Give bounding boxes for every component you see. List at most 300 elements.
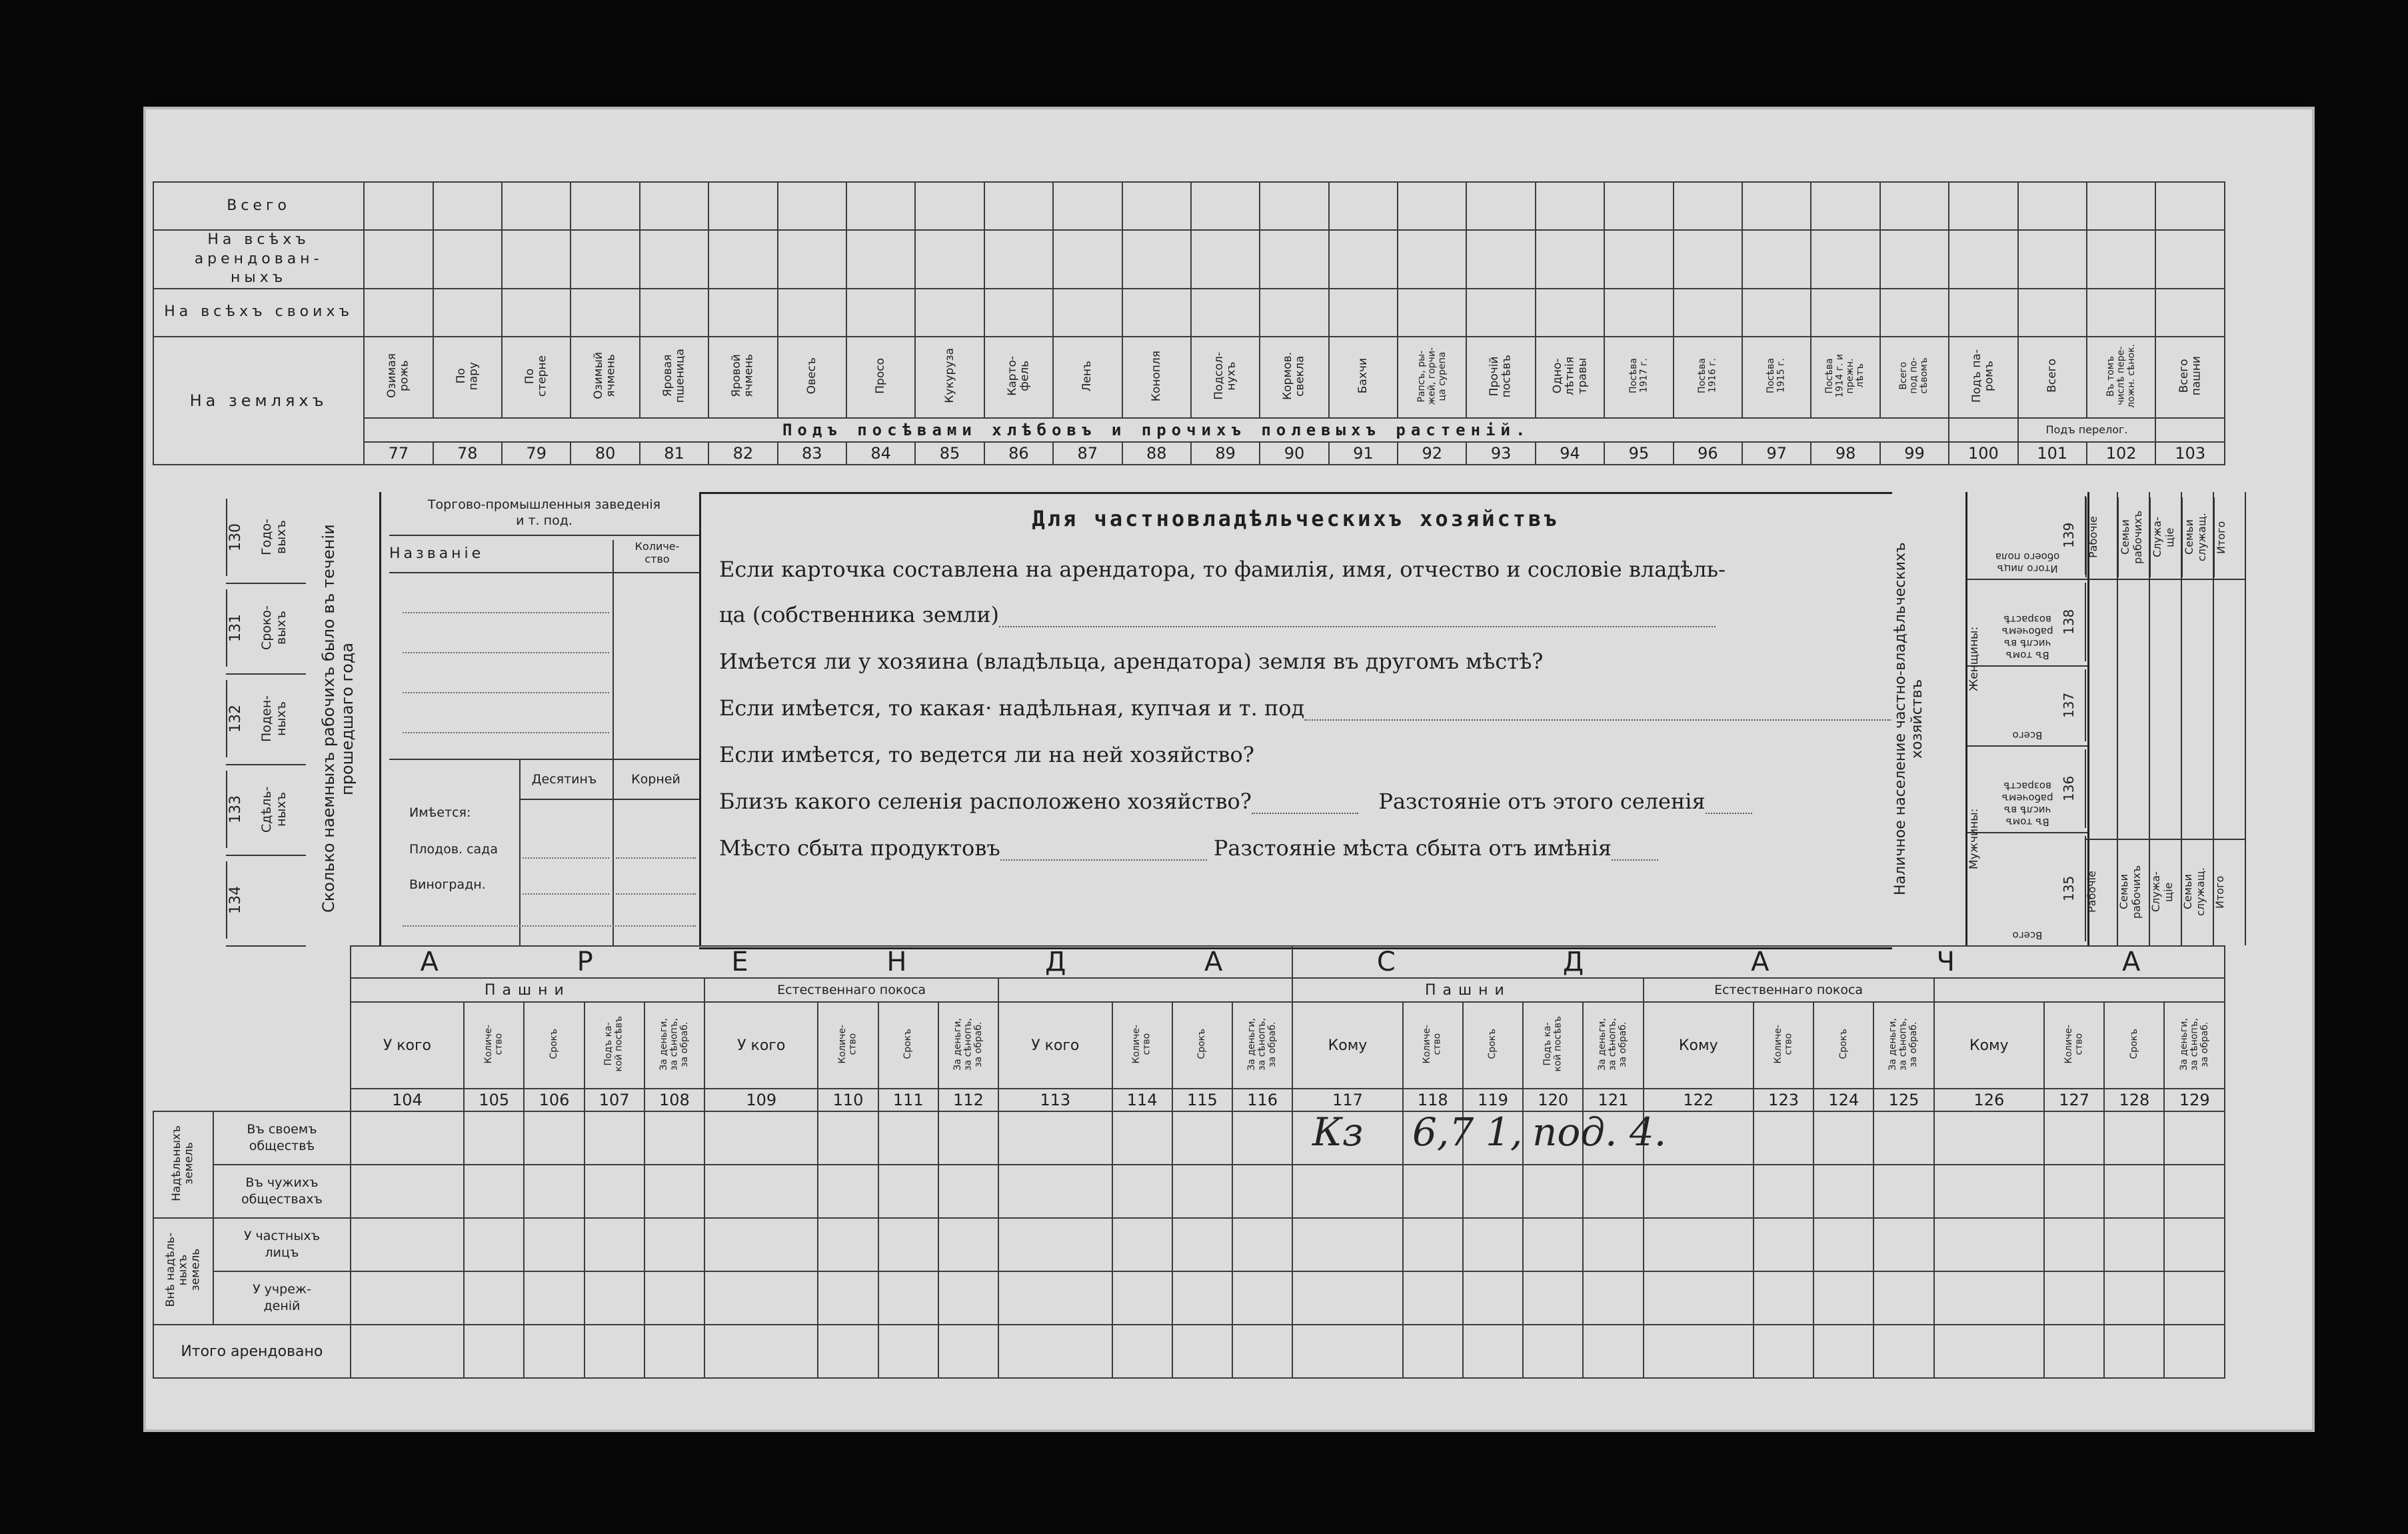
crop-header <box>1329 337 1398 418</box>
crop-header <box>1398 337 1466 418</box>
lease-cell[interactable] <box>524 1111 584 1165</box>
top-cell[interactable] <box>1536 230 1604 289</box>
crop-header <box>1466 337 1535 418</box>
lease-cell[interactable] <box>878 1165 938 1218</box>
lease-cell[interactable] <box>1754 1111 1813 1165</box>
top-cell[interactable] <box>1398 230 1466 289</box>
lease-cell[interactable] <box>1754 1271 1813 1325</box>
lease-cell[interactable] <box>1523 1325 1583 1378</box>
top-cell[interactable] <box>433 230 502 289</box>
lease-cell[interactable] <box>938 1111 998 1165</box>
top-cell[interactable] <box>1398 289 1466 337</box>
market-field[interactable] <box>1000 841 1207 861</box>
lease-cell[interactable] <box>644 1271 704 1325</box>
top-cell[interactable] <box>708 182 777 230</box>
crop-header-label: Всего пашни <box>2177 356 2203 396</box>
lease-cell[interactable] <box>998 1325 1112 1378</box>
column-number: 106 <box>524 1089 584 1111</box>
crop-header-label: Озимая рожь <box>385 353 411 399</box>
lease-cell[interactable] <box>1292 1271 1402 1325</box>
top-cell[interactable] <box>1122 289 1191 337</box>
lease-cell[interactable] <box>1873 1218 1933 1271</box>
top-cell[interactable] <box>1811 289 1879 337</box>
lease-cell[interactable] <box>1172 1325 1232 1378</box>
column-number: 77 <box>364 442 433 465</box>
workers-number: 133 <box>226 771 254 848</box>
column-number: 85 <box>915 442 984 465</box>
top-cell[interactable] <box>846 182 915 230</box>
column-number: 99 <box>1880 442 1949 465</box>
lease-cell[interactable] <box>351 1218 464 1271</box>
lease-cell[interactable] <box>464 1165 524 1218</box>
lease-cell[interactable] <box>1813 1218 1873 1271</box>
lease-cell[interactable] <box>818 1165 878 1218</box>
top-cell[interactable] <box>1053 230 1122 289</box>
header-za-dengi <box>1873 1002 1933 1089</box>
lease-cell[interactable] <box>1813 1111 1873 1165</box>
lease-cell[interactable] <box>704 1111 818 1165</box>
top-cell[interactable] <box>1329 182 1398 230</box>
crop-header-label: Подсол- нухъ <box>1212 351 1238 400</box>
top-cell[interactable] <box>778 230 846 289</box>
lease-cell[interactable] <box>464 1111 524 1165</box>
lease-cell[interactable] <box>2044 1218 2104 1271</box>
lease-cell[interactable] <box>1112 1218 1172 1271</box>
lease-cell[interactable] <box>1873 1111 1933 1165</box>
lease-cell[interactable] <box>2104 1218 2164 1271</box>
lease-cell[interactable] <box>644 1111 704 1165</box>
row-na-zemlyakh-label: На земляхъ <box>153 337 364 465</box>
lease-cell[interactable] <box>1112 1325 1172 1378</box>
column-number: 78 <box>433 442 502 465</box>
lease-cell[interactable] <box>1403 1218 1463 1271</box>
lease-cell[interactable] <box>1873 1271 1933 1325</box>
top-cell[interactable] <box>1122 230 1191 289</box>
lease-cell[interactable] <box>464 1218 524 1271</box>
lease-table <box>153 945 2225 1379</box>
lease-cell[interactable] <box>464 1271 524 1325</box>
lease-cell[interactable] <box>1403 1325 1463 1378</box>
sdacha-pashni-header: Пашни <box>1292 978 1643 1002</box>
row-group-label <box>153 1218 213 1325</box>
lease-cell[interactable] <box>1232 1165 1292 1218</box>
population-row-label: Всего <box>2012 729 2043 741</box>
lease-cell[interactable] <box>998 1218 1112 1271</box>
market-distance-field[interactable] <box>1612 841 1658 861</box>
header-u-kogo: У кого <box>704 1002 818 1089</box>
population-number: 135 <box>2061 836 2086 941</box>
column-number: 79 <box>502 442 571 465</box>
top-cell[interactable] <box>2087 230 2155 289</box>
top-cell[interactable] <box>1674 182 1742 230</box>
crops-banner: Подъ посѣвами хлѣбовъ и прочихъ полевыхъ растеній. <box>364 418 1949 442</box>
lease-cell[interactable] <box>585 1218 644 1271</box>
top-cell[interactable] <box>1742 230 1811 289</box>
lease-cell[interactable] <box>1813 1165 1873 1218</box>
top-cell[interactable] <box>1053 182 1122 230</box>
workers-type-label: Сдѣль- ныхъ <box>259 786 289 833</box>
top-cell[interactable] <box>1191 230 1260 289</box>
column-number: 97 <box>1742 442 1811 465</box>
top-cell[interactable] <box>708 230 777 289</box>
crop-header <box>1949 337 2017 418</box>
lease-cell[interactable] <box>1232 1325 1292 1378</box>
top-cell[interactable] <box>1260 230 1328 289</box>
sdacha-letter: Ч <box>1936 947 1955 977</box>
top-cell[interactable] <box>1329 230 1398 289</box>
top-cell[interactable] <box>1880 289 1949 337</box>
lease-cell[interactable] <box>938 1325 998 1378</box>
lease-cell[interactable] <box>644 1165 704 1218</box>
lease-cell[interactable] <box>1523 1271 1583 1325</box>
lease-cell[interactable] <box>938 1165 998 1218</box>
top-cell[interactable] <box>2018 182 2087 230</box>
lease-cell[interactable] <box>1172 1111 1232 1165</box>
lease-cell[interactable] <box>704 1165 818 1218</box>
crop-header-label: Прочій посѣвъ <box>1488 354 1514 397</box>
crop-header-label: Кукуруза <box>942 348 956 404</box>
row-svoi-label: На всѣхъ своихъ <box>153 289 364 337</box>
column-number: 124 <box>1813 1089 1873 1111</box>
village-distance-field[interactable] <box>1706 794 1752 814</box>
top-cell[interactable] <box>364 182 433 230</box>
top-cell[interactable] <box>1604 230 1673 289</box>
top-cell[interactable] <box>708 289 777 337</box>
top-cell[interactable] <box>1466 289 1535 337</box>
trade-name-header: Названіе <box>389 545 485 562</box>
lease-cell[interactable] <box>1934 1165 2044 1218</box>
lease-cell[interactable] <box>1523 1165 1583 1218</box>
header-komu: Кому <box>1934 1002 2044 1089</box>
top-cell[interactable] <box>778 289 846 337</box>
column-number: 123 <box>1754 1089 1813 1111</box>
lease-cell[interactable] <box>2044 1111 2104 1165</box>
top-cell[interactable] <box>1191 182 1260 230</box>
lease-cell[interactable] <box>1754 1218 1813 1271</box>
owner-field[interactable] <box>999 607 1716 627</box>
lease-cell[interactable] <box>1934 1271 2044 1325</box>
top-cell[interactable] <box>502 182 571 230</box>
lease-cell[interactable] <box>1232 1111 1292 1165</box>
lease-cell[interactable] <box>1403 1165 1463 1218</box>
lease-cell[interactable] <box>818 1325 878 1378</box>
lease-cell[interactable] <box>644 1218 704 1271</box>
land-type-field[interactable] <box>1304 701 1891 721</box>
column-number: 107 <box>585 1089 644 1111</box>
lease-cell[interactable] <box>878 1325 938 1378</box>
lease-cell[interactable] <box>1644 1165 1754 1218</box>
census-card-sheet <box>143 107 2315 1432</box>
top-cell[interactable] <box>1811 182 1879 230</box>
lease-cell[interactable] <box>1523 1218 1583 1271</box>
column-number: 121 <box>1583 1089 1643 1111</box>
handwritten-srok: 1, <box>1486 1109 1523 1155</box>
lease-cell[interactable] <box>2164 1218 2225 1271</box>
crop-header-label: Яровая пшеница <box>660 349 687 403</box>
lease-cell[interactable] <box>2164 1271 2225 1325</box>
crop-header-label: Карто- фель <box>1005 355 1032 396</box>
lease-cell[interactable] <box>2104 1165 2164 1218</box>
header-srok <box>878 1002 938 1089</box>
top-cell[interactable] <box>1880 230 1949 289</box>
top-cell[interactable] <box>640 289 708 337</box>
lease-cell[interactable] <box>1463 1325 1523 1378</box>
top-cell[interactable] <box>1466 182 1535 230</box>
column-number: 118 <box>1403 1089 1463 1111</box>
crop-header-label: Кормов. свекла <box>1281 351 1307 400</box>
lease-cell[interactable] <box>1813 1325 1873 1378</box>
top-cell[interactable] <box>1466 230 1535 289</box>
village-field[interactable] <box>1252 794 1358 814</box>
lease-cell[interactable] <box>1463 1271 1523 1325</box>
top-cell[interactable] <box>984 182 1053 230</box>
top-cell[interactable] <box>1949 230 2017 289</box>
top-cell[interactable] <box>1536 289 1604 337</box>
lease-cell[interactable] <box>1172 1165 1232 1218</box>
lease-cell[interactable] <box>524 1165 584 1218</box>
lease-cell[interactable] <box>1583 1165 1643 1218</box>
lease-cell[interactable] <box>1112 1271 1172 1325</box>
top-cell[interactable] <box>1674 230 1742 289</box>
lease-cell[interactable] <box>1172 1271 1232 1325</box>
top-cell[interactable] <box>502 230 571 289</box>
top-cell[interactable] <box>1604 289 1673 337</box>
top-cell[interactable] <box>778 182 846 230</box>
lease-cell[interactable] <box>351 1165 464 1218</box>
top-cell[interactable] <box>915 230 984 289</box>
lease-cell[interactable] <box>998 1165 1112 1218</box>
lease-cell[interactable] <box>351 1111 464 1165</box>
lease-cell[interactable] <box>524 1271 584 1325</box>
lease-cell[interactable] <box>524 1218 584 1271</box>
header-kolichestvo <box>464 1002 524 1089</box>
lease-cell[interactable] <box>351 1325 464 1378</box>
lease-cell[interactable] <box>644 1325 704 1378</box>
top-cell[interactable] <box>364 289 433 337</box>
workers-type-label <box>259 861 299 939</box>
lease-cell[interactable] <box>1583 1271 1643 1325</box>
top-cell[interactable] <box>2018 289 2087 337</box>
population-row-label: Въ томъ числѣ въ рабочемъ возрастѣ <box>2001 613 2053 661</box>
top-cell[interactable] <box>1880 182 1949 230</box>
sdacha-letter: С <box>1376 947 1396 977</box>
column-number: 80 <box>571 442 639 465</box>
top-cell[interactable] <box>2155 182 2225 230</box>
workers-type-label: Сроко- выхъ <box>259 605 289 651</box>
top-cell[interactable] <box>1604 182 1673 230</box>
top-cell[interactable] <box>433 289 502 337</box>
lease-cell[interactable] <box>704 1218 818 1271</box>
header-kolichestvo-label: Количе- ство <box>1422 1024 1443 1064</box>
lease-cell[interactable] <box>1463 1218 1523 1271</box>
lease-cell[interactable] <box>1644 1325 1754 1378</box>
lease-cell[interactable] <box>704 1325 818 1378</box>
lease-cell[interactable] <box>1232 1218 1292 1271</box>
lease-cell[interactable] <box>818 1218 878 1271</box>
row-uchrezhdeniy-label: У учреж- деній <box>213 1271 351 1325</box>
lease-cell[interactable] <box>1813 1271 1873 1325</box>
header-u-kogo: У кого <box>998 1002 1112 1089</box>
lease-cell[interactable] <box>1292 1218 1402 1271</box>
top-cell[interactable] <box>984 289 1053 337</box>
lease-cell[interactable] <box>2104 1111 2164 1165</box>
lease-cell[interactable] <box>878 1111 938 1165</box>
column-number: 129 <box>2164 1089 2225 1111</box>
lease-cell[interactable] <box>878 1218 938 1271</box>
top-cell[interactable] <box>915 289 984 337</box>
question-1a: Если карточка составлена на арендатора, то фамилія, имя, отчество и сословіе владѣль- <box>719 557 1726 582</box>
top-cell[interactable] <box>2087 182 2155 230</box>
top-cell[interactable] <box>1674 289 1742 337</box>
lease-cell[interactable] <box>2164 1111 2225 1165</box>
lease-cell[interactable] <box>1463 1165 1523 1218</box>
sdacha-extra-header <box>1934 978 2225 1002</box>
top-cell[interactable] <box>364 230 433 289</box>
lease-cell[interactable] <box>1873 1165 1933 1218</box>
population-row-label: Всего <box>2012 929 2043 941</box>
top-cell[interactable] <box>1053 289 1122 337</box>
top-cell[interactable] <box>2155 289 2225 337</box>
lease-cell[interactable] <box>585 1325 644 1378</box>
lease-cell[interactable] <box>1292 1325 1402 1378</box>
column-number: 95 <box>1604 442 1673 465</box>
crop-header-label: Конопля <box>1149 350 1163 401</box>
top-cell[interactable] <box>1949 182 2017 230</box>
lease-cell[interactable] <box>1644 1218 1754 1271</box>
lease-cell[interactable] <box>1644 1271 1754 1325</box>
lease-cell[interactable] <box>1112 1111 1172 1165</box>
lease-cell[interactable] <box>704 1271 818 1325</box>
top-cell[interactable] <box>1742 289 1811 337</box>
lease-cell[interactable] <box>1583 1325 1643 1378</box>
lease-cell[interactable] <box>878 1271 938 1325</box>
top-cell[interactable] <box>984 230 1053 289</box>
lease-cell[interactable] <box>2104 1325 2164 1378</box>
top-cell[interactable] <box>640 182 708 230</box>
lease-cell[interactable] <box>1754 1325 1813 1378</box>
header-kolichestvo <box>1112 1002 1172 1089</box>
crop-header <box>778 337 846 418</box>
population-row-label: Въ томъ числѣ въ рабочемъ возрастѣ <box>2001 780 2053 828</box>
top-cell[interactable] <box>433 182 502 230</box>
crop-header-label: Ленъ <box>1080 360 1094 391</box>
header-za-dengi <box>1232 1002 1292 1089</box>
crop-header-label: Всего <box>2045 359 2059 393</box>
header-srok-label: Срокъ <box>1837 1029 1849 1059</box>
top-cell[interactable] <box>1260 289 1328 337</box>
handwritten-komu: Кз <box>1312 1109 1364 1155</box>
lease-cell[interactable] <box>2044 1325 2104 1378</box>
lease-cell[interactable] <box>1172 1218 1232 1271</box>
lease-cell[interactable] <box>2044 1271 2104 1325</box>
arenda-heading <box>351 946 1293 978</box>
top-cell[interactable] <box>640 230 708 289</box>
crop-header-label: Посѣва 1917 г. <box>1628 358 1649 394</box>
lease-cell[interactable] <box>585 1111 644 1165</box>
lease-cell[interactable] <box>1934 1218 2044 1271</box>
column-number: 86 <box>984 442 1053 465</box>
column-number: 125 <box>1873 1089 1933 1111</box>
header-pod-posev-label: Подъ ка- кой посѣвъ <box>1542 1016 1564 1072</box>
top-cell[interactable] <box>1949 289 2017 337</box>
crop-header <box>1674 337 1742 418</box>
top-cell[interactable] <box>571 289 639 337</box>
lease-cell[interactable] <box>524 1325 584 1378</box>
top-cell[interactable] <box>1398 182 1466 230</box>
population-column-top: Итого <box>2213 497 2247 577</box>
lease-cell[interactable] <box>2104 1271 2164 1325</box>
lease-cell[interactable] <box>1403 1271 1463 1325</box>
top-cell[interactable] <box>2018 230 2087 289</box>
header-srok <box>1813 1002 1873 1089</box>
lease-cell[interactable] <box>464 1325 524 1378</box>
lease-cell[interactable] <box>585 1271 644 1325</box>
lease-cell[interactable] <box>351 1271 464 1325</box>
lease-cell[interactable] <box>1292 1165 1402 1218</box>
top-cell[interactable] <box>502 289 571 337</box>
top-cell[interactable] <box>1811 230 1879 289</box>
header-srok <box>1172 1002 1232 1089</box>
top-cell[interactable] <box>1536 182 1604 230</box>
population-row <box>1967 492 2087 580</box>
column-number: 83 <box>778 442 846 465</box>
lease-cell[interactable] <box>938 1271 998 1325</box>
vineyard-label: Виноградн. <box>409 877 486 892</box>
lease-cell[interactable] <box>818 1271 878 1325</box>
top-cell[interactable] <box>1122 182 1191 230</box>
top-cell[interactable] <box>846 230 915 289</box>
top-cell[interactable] <box>1742 182 1811 230</box>
lease-cell[interactable] <box>1873 1325 1933 1378</box>
lease-cell[interactable] <box>585 1165 644 1218</box>
lease-cell[interactable] <box>2164 1165 2225 1218</box>
lease-cell[interactable] <box>1934 1325 2044 1378</box>
lease-cell[interactable] <box>818 1111 878 1165</box>
top-cell[interactable] <box>1191 289 1260 337</box>
lease-cell[interactable] <box>998 1111 1112 1165</box>
lease-cell[interactable] <box>2164 1325 2225 1378</box>
header-kolichestvo-label: Количе- ство <box>1772 1024 1794 1064</box>
lease-cell[interactable] <box>1112 1165 1172 1218</box>
top-cell[interactable] <box>571 230 639 289</box>
top-cell[interactable] <box>571 182 639 230</box>
top-cell[interactable] <box>2155 230 2225 289</box>
arenda-letter: Н <box>886 947 907 977</box>
arenda-pokos-header: Естественнаго покоса <box>704 978 998 1002</box>
workers-row <box>226 673 306 765</box>
lease-cell[interactable] <box>1232 1271 1292 1325</box>
lease-cell[interactable] <box>2044 1165 2104 1218</box>
lease-cell[interactable] <box>1583 1218 1643 1271</box>
top-cell[interactable] <box>915 182 984 230</box>
header-komu: Кому <box>1644 1002 1754 1089</box>
top-cell[interactable] <box>1329 289 1398 337</box>
top-cell[interactable] <box>2087 289 2155 337</box>
top-cell[interactable] <box>846 289 915 337</box>
lease-cell[interactable] <box>938 1218 998 1271</box>
workers-number: 130 <box>226 499 254 576</box>
lease-cell[interactable] <box>1934 1111 2044 1165</box>
question-2: Имѣется ли у хозяина (владѣльца, арендатора) земля въ другомъ мѣстѣ? <box>719 649 1544 674</box>
lease-cell[interactable] <box>998 1271 1112 1325</box>
column-number: 98 <box>1811 442 1879 465</box>
crop-header <box>2018 337 2087 418</box>
header-za-dengi <box>938 1002 998 1089</box>
crop-header <box>1260 337 1328 418</box>
private-estates-title: Для частновладѣльческихъ хозяйствъ <box>1032 506 1560 531</box>
top-cell[interactable] <box>1260 182 1328 230</box>
lease-cell[interactable] <box>1754 1165 1813 1218</box>
